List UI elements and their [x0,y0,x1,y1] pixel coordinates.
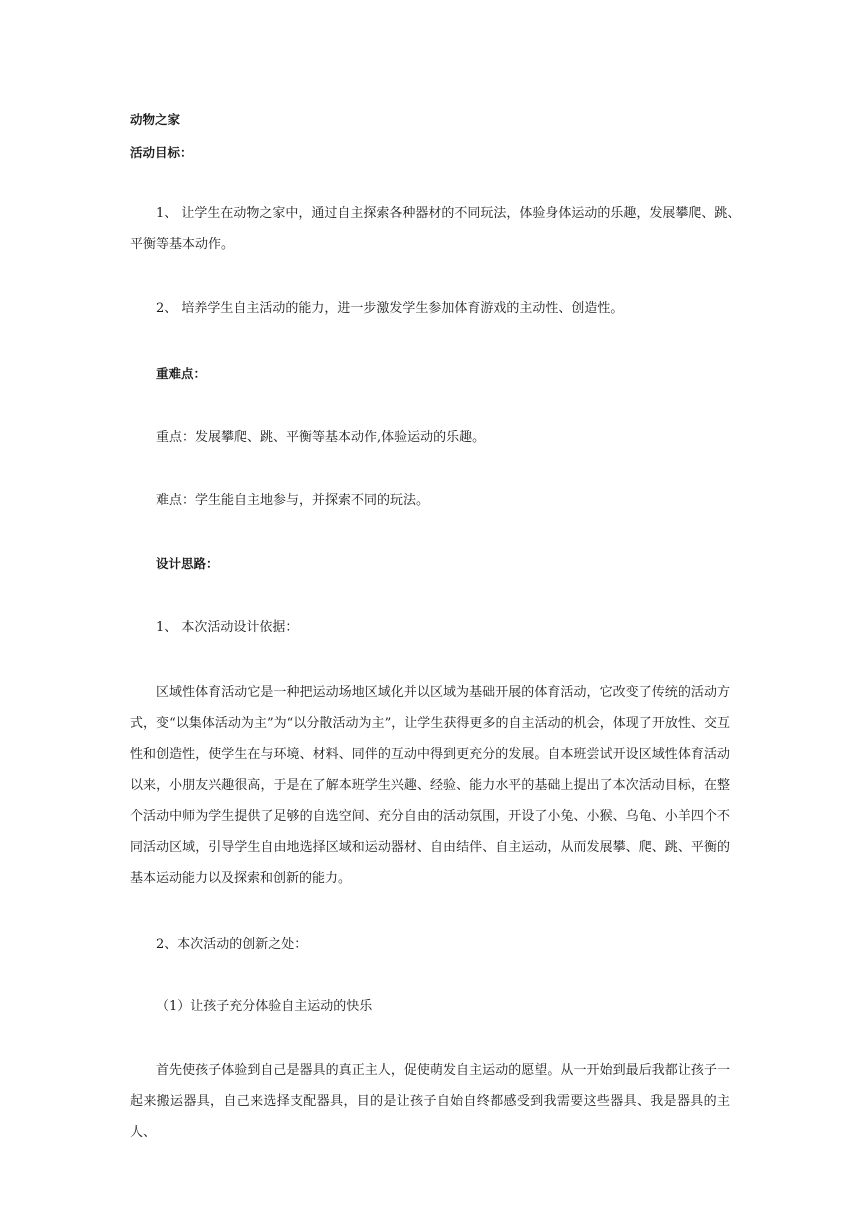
goal-1-line-2: 平衡等基本动作。 [130,237,235,252]
design-1-heading: 1、 本次活动设计依据： [156,620,299,635]
design-2-heading: 2、本次活动的创新之处： [156,937,308,952]
document-title: 动物之家 [130,112,181,127]
goal-1-line-1: 1、 让学生在动物之家中，通过自主探索各种器材的不同玩法，体验身体运动的乐趣，发展攀爬、跳、 [156,206,741,221]
design-2-body: 首先使孩子体验到自己是器具的真正主人，促使萌发自主运动的愿望。从一开始到最后我都让孩子一起来搬运器具，自己来选择支配器具，目的是让孩子自始自终都感受到我需要这些器具、我是器具的主人、 [130,1063,730,1140]
difficult-point: 难点：学生能自主地参与，并探索不同的玩法。 [156,493,430,508]
design-heading: 设计思路： [156,556,219,571]
design-2-sub-1: （1）让孩子充分体验自主运动的快乐 [156,999,373,1014]
goal-2: 2、 培养学生自主活动的能力，进一步激发学生参加体育游戏的主动性、创造性。 [156,301,624,316]
key-point: 重点：发展攀爬、跳、平衡等基本动作,体验运动的乐趣。 [156,430,486,445]
design-1-body: 区域性体育活动它是一种把运动场地区域化并以区域为基础开展的体育活动，它改变了传统的活动方式，变“以集体活动为主”为“以分散活动为主”，让学生获得更多的自主活动的机会，体现了开放性、交互性和创造性，使学生在与环境、材料、同伴的互动中得到更充分的发展。自本班尝试开设区域性体育活动以来，小朋友兴趣很高，于是在了解本班学生兴趣、经验、能力水平的基础上提出了本次活动目标，在整个活动中师为学生提供了足够的自选空间、充分自由的活动氛围，开设了小兔、小猴、乌龟、小羊四个不同活动区域，引导学生自由地选择区域和运动器材、自由结伴、自主运动，从而发展攀、爬、跳、平衡的基本运动能力以及探索和创新的能力。 [130,685,730,886]
goals-heading: 活动目标： [130,145,193,160]
key-difficult-heading: 重难点： [156,366,207,381]
